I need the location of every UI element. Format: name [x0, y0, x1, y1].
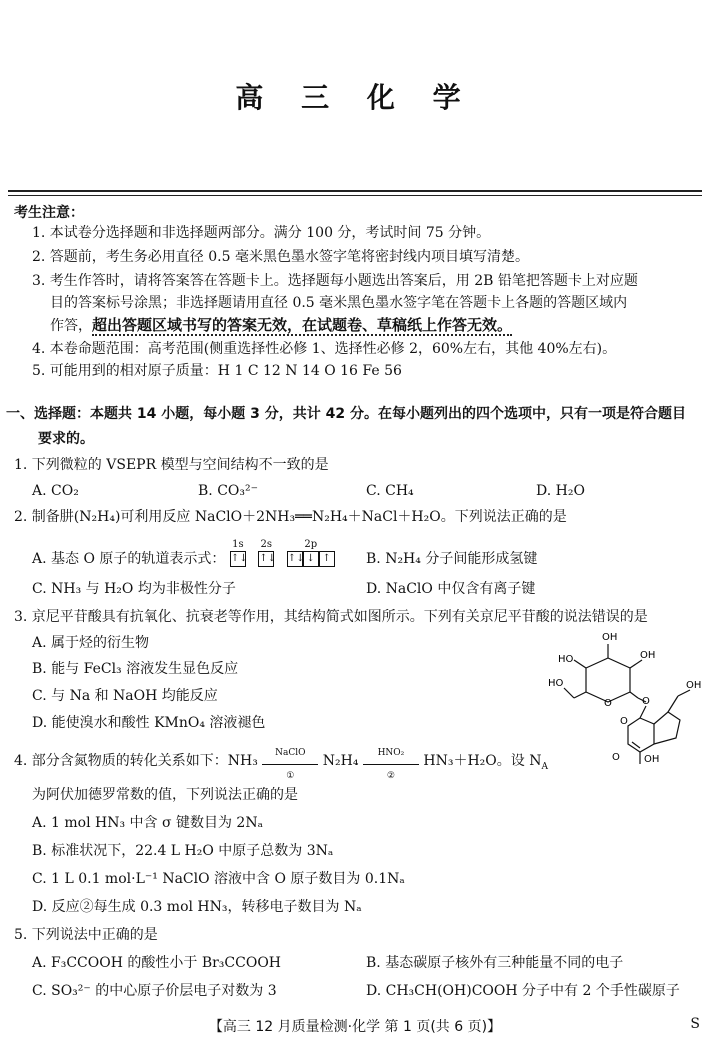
q1-option-c: C. CH₄	[366, 483, 414, 499]
notice-text: 作答，	[50, 318, 92, 334]
struct-label: OH	[644, 754, 660, 765]
notice-heading: 考生注意：	[14, 205, 84, 221]
q4-option-d: D. 反应②每生成 0.3 mol HN₃，转移电子数目为 Nₐ	[32, 899, 362, 915]
struct-label: OH	[640, 650, 656, 661]
orbital-1s	[230, 539, 248, 568]
q5-option-d: D. CH₃CH(OH)COOH 分子中有 2 个手性碳原子	[366, 983, 680, 999]
divider	[8, 195, 702, 196]
section-heading-cont: 要求的。	[38, 431, 94, 447]
notice-emphasis: 超出答题区域书写的答案无效，在试题卷、草稿纸上作答无效。	[92, 316, 513, 334]
notice-item-2: 2. 答题前，考生务必用直径 0.5 毫米黑色墨水签字笔将密封线内项目填写清楚。	[32, 249, 529, 265]
q1-stem: 1. 下列微粒的 VSEPR 模型与空间结构不一致的是	[14, 457, 329, 473]
q2-option-b: B. N₂H₄ 分子间能形成氢键	[366, 551, 538, 567]
orbital-box: ↑	[319, 551, 335, 567]
q4-intermediate: N₂H₄	[322, 753, 359, 769]
divider	[8, 190, 702, 192]
q4-stem-part: HN₃＋H₂O。设 N	[423, 753, 542, 769]
arrow-line	[262, 764, 318, 765]
q5-option-b: B. 基态碳原子核外有三种能量不同的电子	[366, 955, 624, 971]
reagent-label: NaClO	[275, 747, 306, 758]
notice-item-1: 1. 本试卷分选择题和非选择题两部分。满分 100 分，考试时间 75 分钟。	[32, 225, 491, 241]
q1-option-d: D. H₂O	[536, 483, 585, 499]
reaction-arrow-2	[363, 747, 419, 781]
q4-stem-cont: 为阿伏加德罗常数的值，下列说法正确的是	[32, 787, 298, 803]
struct-label: O	[620, 716, 628, 727]
q5-stem: 5. 下列说法中正确的是	[14, 927, 158, 943]
orbital-label: 2p	[304, 539, 318, 550]
orbital-box: ↑↓	[287, 551, 303, 567]
q4-option-a: A. 1 mol HN₃ 中含 σ 键数目为 2Nₐ	[32, 815, 263, 831]
geniposidic-acid-structure	[548, 628, 708, 768]
q3-option-c: C. 与 Na 和 NaOH 均能反应	[32, 688, 218, 704]
q5-option-c: C. SO₃²⁻ 的中心原子价层电子对数为 3	[32, 983, 277, 999]
orbital-label: 1s	[232, 539, 244, 550]
q1-option-a: A. CO₂	[32, 483, 79, 499]
orbital-box: ↑↓	[258, 551, 274, 567]
notice-item-3-end	[50, 316, 512, 335]
orbital-2s	[258, 539, 277, 568]
q3-stem: 3. 京尼平苷酸具有抗氧化、抗衰老等作用，其结构简式如图所示。下列有关京尼平苷酸的说法错误的是	[14, 609, 648, 625]
q2-stem: 2. 制备肼(N₂H₄)可利用反应 NaClO＋2NH₃══N₂H₄＋NaCl＋H₂O。下列说法正确的是	[14, 509, 567, 525]
q2-option-c: C. NH₃ 与 H₂O 均为非极性分子	[32, 581, 236, 597]
struct-label: HO	[548, 678, 564, 689]
q3-option-d: D. 能使溴水和酸性 KMnO₄ 溶液褪色	[32, 715, 266, 731]
arrow-line	[363, 764, 419, 765]
struct-label: HO	[558, 654, 574, 665]
reagent-label: HNO₂	[377, 747, 405, 758]
notice-item-3-cont: 目的答案标号涂黑；非选择题请用直径 0.5 毫米黑色墨水签字笔在答题卡上各题的答题区域内	[50, 295, 628, 311]
notice-item-3: 3. 考生作答时，请将答案答在答题卡上。选择题每小题选出答案后，用 2B 铅笔把答题卡上对应题	[32, 273, 638, 289]
q4-stem	[14, 747, 548, 781]
step-label: ②	[386, 770, 395, 781]
q2-option-d: D. NaClO 中仅含有离子键	[366, 581, 536, 597]
section-heading: 一、选择题：本题共 14 小题，每小题 3 分，共计 42 分。在每小题列出的四个选项中，只有一项是符合题目	[6, 406, 686, 422]
orbital-box: ↑↓	[230, 551, 246, 567]
q4-option-b: B. 标准状况下，22.4 L H₂O 中原子总数为 3Nₐ	[32, 843, 334, 859]
q5-option-a: A. F₃CCOOH 的酸性小于 Br₃CCOOH	[32, 955, 282, 971]
orbital-label: 2s	[260, 539, 273, 550]
q1-option-b: B. CO₃²⁻	[198, 483, 258, 499]
q2-option-a-text: A. 基态 O 原子的轨道表示式：	[32, 551, 226, 567]
q2-option-a	[32, 539, 343, 568]
q3-option-b: B. 能与 FeCl₃ 溶液发生显色反应	[32, 661, 239, 677]
q4-option-c: C. 1 L 0.1 mol·L⁻¹ NaClO 溶液中含 O 原子数目为 0.1Nₐ	[32, 871, 405, 887]
q4-stem-sub: A	[541, 761, 548, 772]
reaction-arrow-1	[262, 747, 318, 781]
orbital-box: ↓	[303, 551, 319, 567]
q3-option-a: A. 属于烃的衍生物	[32, 635, 150, 651]
page-mark: S	[690, 1016, 700, 1032]
step-label: ①	[286, 770, 295, 781]
struct-label: OH	[602, 632, 618, 643]
page-footer: 【高三 12 月质量检测·化学 第 1 页(共 6 页)】	[208, 1019, 502, 1035]
notice-item-5: 5. 可能用到的相对原子质量：H 1 C 12 N 14 O 16 Fe 56	[32, 363, 402, 379]
notice-item-4: 4. 本卷命题范围：高考范围(侧重选择性必修 1、选择性必修 2，60%左右，其他 40%左右)。	[32, 341, 617, 357]
struct-label: O	[612, 752, 620, 763]
struct-label: O	[604, 698, 612, 709]
orbital-2p	[287, 539, 335, 568]
page-title: 高 三 化 学	[235, 81, 475, 114]
q4-stem-part: 4. 部分含氮物质的转化关系如下：NH₃	[14, 753, 258, 769]
struct-label: OH	[686, 680, 702, 691]
struct-label: O	[642, 696, 650, 707]
